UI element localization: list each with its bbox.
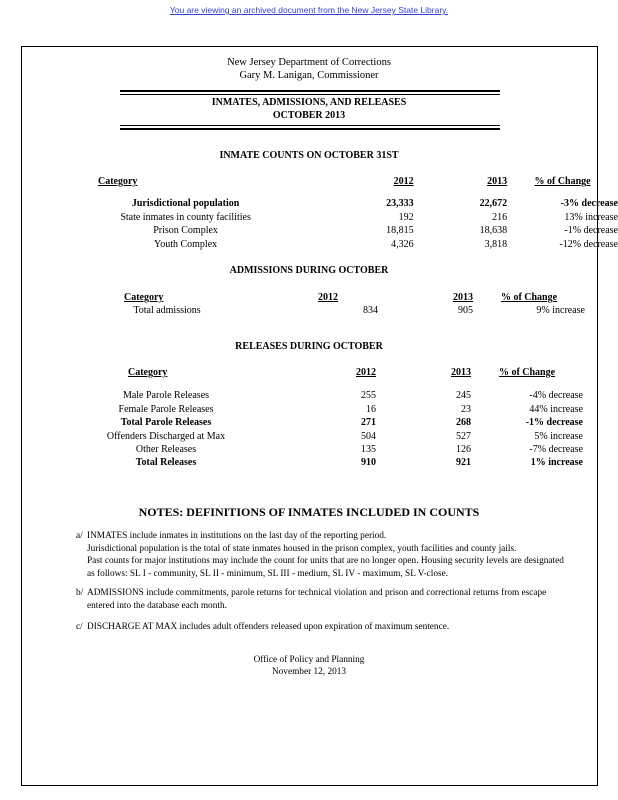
row-change-cell: -1% decrease (564, 225, 618, 237)
archive-banner-link[interactable]: You are viewing an archived document from the New Jersey State Library. (169, 5, 449, 15)
row-category-cell: Total admissions (133, 305, 201, 317)
table-row (56, 211, 618, 224)
row-change-cell: -12% decrease (559, 238, 618, 250)
row-category-cell: Jurisdictional population (131, 198, 240, 210)
footer-office: Office of Policy and Planning (253, 655, 365, 665)
row-2013-cell: 268 (456, 417, 471, 429)
row-2013-cell: 921 (456, 457, 471, 469)
table-row (56, 430, 583, 443)
column-header-2012: 2012 (356, 367, 376, 378)
note-b (76, 587, 576, 612)
row-change-cell: 13% increase (564, 211, 618, 223)
table-header-row (56, 366, 583, 379)
row-change-cell: 44% increase (529, 403, 583, 415)
note-a-line: Past counts for major institutions may include the count for units that are no longer open. Housing security levels are designated (87, 556, 564, 566)
row-2012-cell: 910 (361, 457, 376, 469)
report-period: OCTOBER 2013 (272, 110, 346, 121)
row-2013-cell: 18,638 (479, 225, 508, 237)
row-2012-cell: 135 (361, 444, 376, 456)
row-category-cell: Youth Complex (153, 238, 218, 250)
row-category-cell: Prison Complex (153, 225, 218, 237)
table-row (56, 403, 583, 416)
table-row (56, 224, 618, 237)
row-change-cell: -1% decrease (525, 417, 583, 429)
column-header-category: Category (98, 176, 138, 187)
row-change-cell: 9% increase (536, 305, 585, 317)
row-category-cell: State inmates in county facilities (120, 211, 251, 223)
row-change-cell: -7% decrease (529, 444, 583, 456)
row-2012-cell: 18,815 (386, 225, 414, 237)
note-b-line: entered into the database each month. (87, 600, 227, 611)
row-2012-cell: 504 (361, 430, 376, 442)
footer-date: November 12, 2013 (271, 667, 347, 677)
row-change-cell: 1% increase (530, 457, 583, 469)
report-title: INMATES, ADMISSIONS, AND RELEASES (211, 97, 407, 108)
row-category-cell: Female Parole Releases (118, 403, 214, 415)
note-c-label: c/ (76, 622, 83, 632)
table-row (56, 389, 583, 402)
row-category-cell: Offenders Discharged at Max (106, 430, 226, 442)
header-rule-bottom-thin (120, 125, 500, 126)
row-2013-cell: 216 (492, 211, 508, 223)
row-2012-cell: 16 (366, 403, 376, 415)
admissions-heading: ADMISSIONS DURING OCTOBER (229, 265, 389, 276)
table-row (56, 304, 585, 317)
column-header-change: % of Change (500, 292, 558, 303)
notes-title: NOTES: DEFINITIONS OF INMATES INCLUDED IN COUNTS (138, 505, 480, 519)
note-c-line: DISCHARGE AT MAX includes adult offenders released upon expiration of maximum sentence. (87, 622, 450, 632)
table-row (56, 443, 583, 456)
inmate-counts-table (56, 175, 618, 251)
column-header-2012: 2012 (318, 292, 338, 303)
row-2013-cell: 22,672 (479, 198, 508, 210)
row-2012-cell: 192 (398, 211, 414, 223)
row-2012-cell: 271 (361, 417, 376, 429)
table-row (56, 197, 618, 210)
column-header-2013: 2013 (487, 176, 508, 187)
row-2013-cell: 23 (461, 403, 471, 415)
header-rule-top (120, 90, 500, 92)
column-header-change: % of Change (534, 176, 591, 187)
row-category-cell: Total Releases (135, 457, 197, 469)
column-header-category: Category (124, 292, 164, 303)
note-b-label: b/ (76, 588, 84, 598)
column-header-2013: 2013 (453, 292, 473, 303)
column-header-change: % of Change (498, 367, 556, 378)
row-2012-cell: 255 (361, 390, 376, 402)
table-row (56, 238, 618, 251)
releases-table (56, 366, 583, 470)
note-c (76, 621, 576, 634)
row-2012-cell: 4,326 (391, 238, 414, 250)
header-rule-bottom (120, 128, 500, 130)
column-header-2012: 2012 (393, 176, 414, 187)
column-header-2013: 2013 (451, 367, 471, 378)
table-header-row (56, 291, 585, 304)
note-a-line: INMATES include inmates in institutions on the last day of the reporting period. (87, 531, 387, 541)
table-row (56, 456, 583, 469)
row-category-cell: Male Parole Releases (122, 390, 210, 402)
releases-heading: RELEASES DURING OCTOBER (235, 341, 383, 352)
note-a (76, 530, 576, 580)
commissioner-name: Gary M. Lanigan, Commissioner (239, 70, 379, 81)
row-change-cell: -4% decrease (529, 390, 583, 402)
note-a-label: a/ (76, 531, 83, 541)
row-2013-cell: 245 (456, 390, 471, 402)
row-2013-cell: 527 (456, 430, 471, 442)
note-a-line: Jurisdictional population is the total of state inmates housed in the prison complex, youth facilities and county jails. (87, 543, 517, 554)
row-2012-cell: 23,333 (386, 198, 414, 210)
note-a-line: as follows: SL I - community, SL II - minimum, SL III - medium, SL IV - maximum, SL V-close. (87, 568, 449, 579)
table-row (56, 416, 583, 429)
row-2013-cell: 3,818 (484, 238, 508, 250)
row-change-cell: 5% increase (534, 430, 583, 442)
admissions-table (56, 291, 585, 318)
row-2013-cell: 905 (458, 305, 473, 317)
row-change-cell: -3% decrease (560, 198, 618, 210)
row-category-cell: Total Parole Releases (120, 417, 212, 429)
table-header-row (56, 175, 618, 188)
counts-heading: INMATE COUNTS ON OCTOBER 31ST (219, 150, 399, 161)
note-b-line: ADMISSIONS include commitments, parole returns for technical violation and prison and correctional returns from escape (87, 588, 547, 598)
header-rule-top-thin (120, 94, 500, 95)
row-category-cell: Other Releases (135, 444, 197, 456)
department-name: New Jersey Department of Corrections (227, 57, 391, 68)
column-header-category: Category (128, 367, 168, 378)
row-2012-cell: 834 (363, 305, 378, 317)
row-2013-cell: 126 (456, 444, 471, 456)
